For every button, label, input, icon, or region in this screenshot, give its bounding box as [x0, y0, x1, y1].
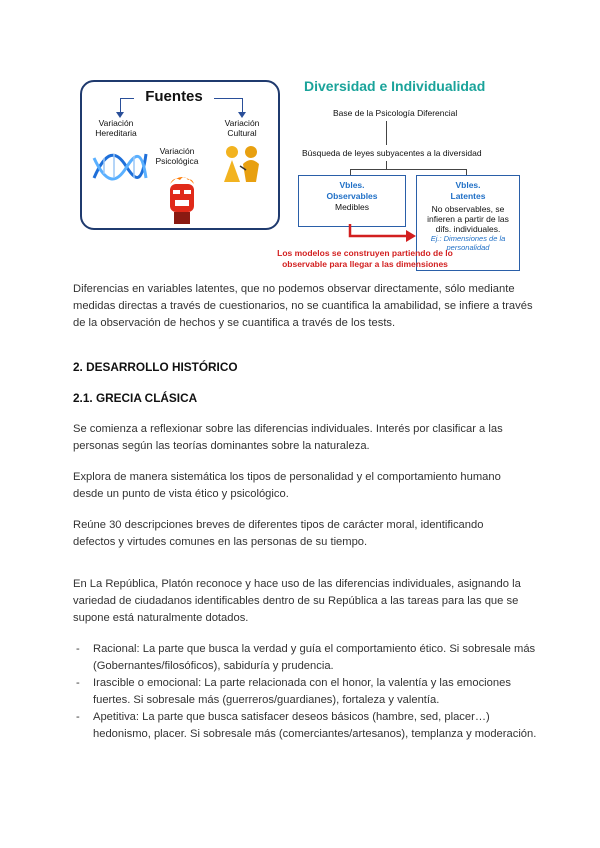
heading-grecia: 2.1. GRECIA CLÁSICA [73, 391, 198, 405]
bullet-text-irascible: Irascible o emocional: La parte relacionada con el honor, la valentía y las emociones fuertes. Si sobresale más (guerreros/guardianes), fortaleza y valentía. [93, 677, 511, 706]
bullet-list [73, 641, 543, 743]
paragraph-2: Explora de manera sistemática los tipos de personalidad y el comportamiento humano desde un punto de vista ético y psicológico. [73, 471, 501, 500]
angry-character-icon [162, 174, 202, 226]
bullet-marker: - [76, 711, 80, 723]
bullet-text-racional: Racional: La parte que busca la verdad y guía el comportamiento ético. Si sobresale más (Gobernantes/filosóficos), sabiduría y prudencia. [93, 643, 536, 672]
box-observables [298, 175, 406, 227]
list-item [73, 675, 543, 709]
connector-2 [386, 161, 387, 169]
dna-icon [92, 144, 148, 188]
paragraph-4: En La República, Platón reconoce y hace uso de las diferencias individuales, asignando la variedad de ciudadanos identificables dentro de su República a las tareas para las que se supone está naturalmente dotados. [73, 578, 521, 624]
connector-1 [386, 121, 387, 145]
fuentes-title: Fuentes [145, 88, 203, 105]
base-text: Base de la Psicología Diferencial [333, 108, 458, 118]
label-psicologica: Variación Psicológica [155, 146, 199, 166]
red-note: Los modelos se construyen partiendo de lo observable para llegar a las dimensiones [277, 248, 453, 269]
people-icon [220, 142, 264, 186]
fuentes-diagram [80, 80, 280, 230]
label-hereditaria: Variación Hereditaria [95, 118, 137, 138]
paragraph-intro: Diferencias en variables latentes, que no podemos observar directamente, sólo mediante medidas directas a través de cuestionarios, no se cuantifica la amabilidad, se infiere a través de la observación de hechos y se cuantifica a través de los tests. [73, 283, 533, 329]
list-item [73, 709, 543, 743]
red-arrow-icon [348, 224, 418, 248]
latentes-body: No observables, se infieren a partir de las difs. individuales. [427, 204, 509, 234]
heading-desarrollo: 2. DESARROLLO HISTÓRICO [73, 360, 238, 374]
bullet-text-apetitiva: Apetitiva: La parte que busca satisfacer deseos básicos (hambre, sed, placer…) hedonismo, placer. Si sobresale más (comerciantes/artesanos), templanza y moderación. [93, 711, 537, 740]
bullet-marker: - [76, 677, 80, 689]
observables-body: Medibles [334, 202, 370, 212]
bullet-marker: - [76, 643, 80, 655]
observables-head: Vbles. Observables [326, 180, 378, 201]
latentes-example: Ej.: Dimensiones de la personalidad [430, 234, 506, 252]
label-cultural: Variación Cultural [224, 118, 260, 138]
busqueda-text: Búsqueda de leyes subyacentes a la diversidad [302, 148, 482, 158]
latentes-head: Vbles. Latentes [450, 180, 486, 201]
paragraph-1: Se comienza a reflexionar sobre las diferencias individuales. Interés por clasificar a las personas según las teorías dominantes sobre la naturaleza. [73, 423, 503, 452]
connector-branch [350, 169, 466, 170]
arrow-right-line [214, 98, 242, 99]
diversidad-title: Diversidad e Individualidad [304, 78, 486, 94]
arrow-left-line [120, 98, 134, 99]
list-item [73, 641, 543, 675]
paragraph-3: Reúne 30 descripciones breves de diferentes tipos de carácter moral, identificando defectos y virtudes comunes en las personas de su tiempo. [73, 519, 484, 548]
